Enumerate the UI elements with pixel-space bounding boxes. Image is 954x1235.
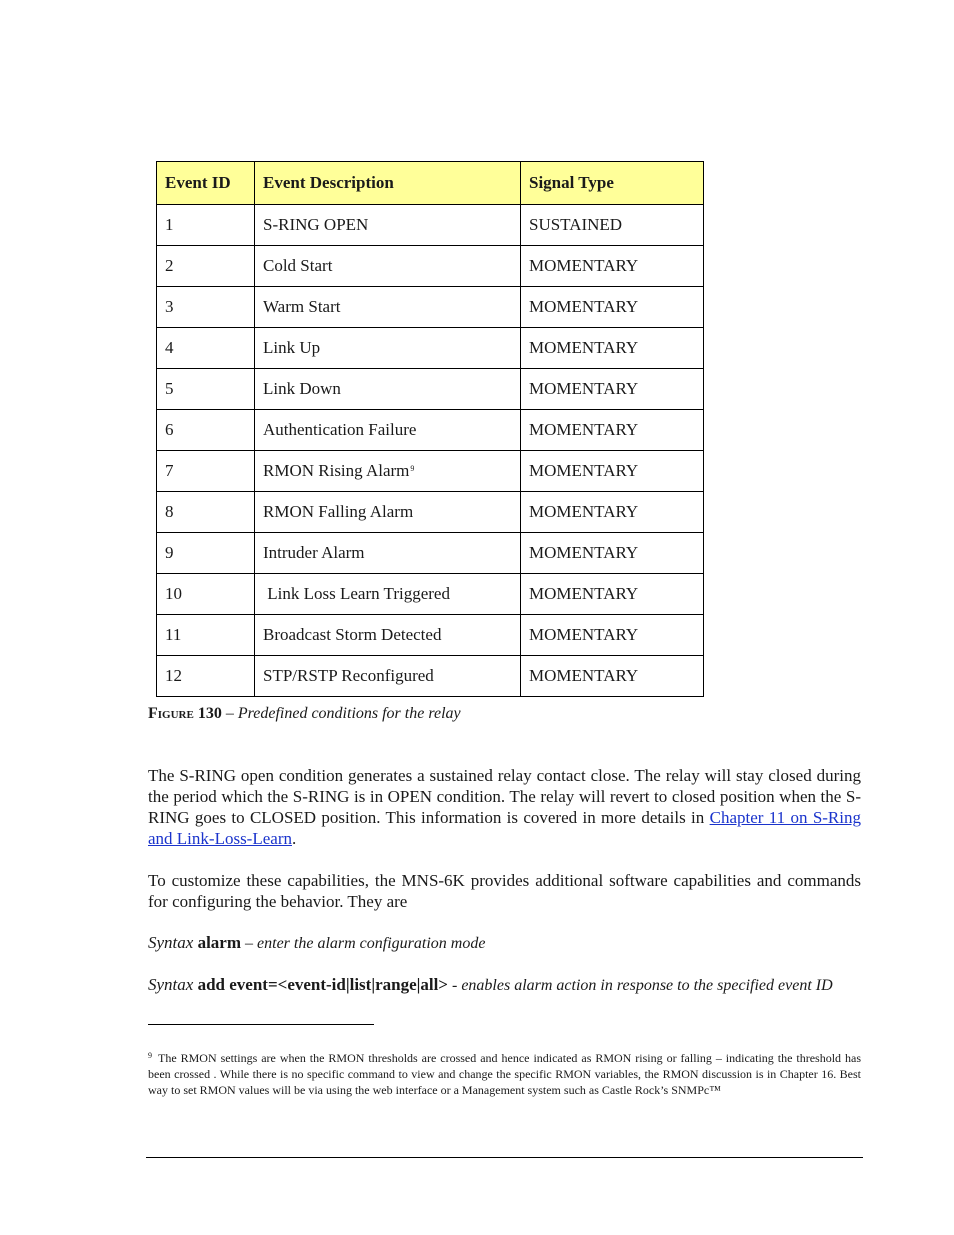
- cell-event-description: [255, 492, 521, 533]
- paragraph-sring-end: .: [291, 829, 297, 848]
- cell-signal-type: [521, 287, 704, 328]
- figure-caption: [148, 705, 461, 723]
- table-row: [157, 533, 704, 574]
- cell-event-description: [255, 287, 521, 328]
- footnote-text: The RMON settings are when the RMON thresholds are crossed and hence indicated as RMON rising or falling – indicating the threshold has been crossed . While there is no specific command to view and change the specific RMON variables, the RMON discussion is in Chapter 16. Best way to set RMON values will be via using the web interface or a Management system such as Castle Rock’s SNMPc™: [148, 1051, 861, 1097]
- cell-event-description: [255, 656, 521, 697]
- cell-event-description: [255, 533, 521, 574]
- cell-signal-type: [521, 246, 704, 287]
- cell-event-id: [157, 615, 255, 656]
- table-row: [157, 328, 704, 369]
- cell-signal-type: [521, 205, 704, 246]
- table-row: [157, 205, 704, 246]
- cell-event-description-text: STP/RSTP Reconfigured: [263, 666, 434, 685]
- cell-signal-type-text: MOMENTARY: [529, 338, 639, 357]
- cell-signal-type: [521, 410, 704, 451]
- syntax-description: - enables alarm action in response to the specified event ID: [448, 977, 833, 994]
- table-header-row: [157, 162, 704, 205]
- cell-event-id: [157, 533, 255, 574]
- syntax-keyword: Syntax: [148, 975, 194, 994]
- cell-event-description-text: Link Up: [263, 338, 321, 357]
- footnote-number: 9: [148, 1051, 152, 1060]
- cell-event-description: [255, 246, 521, 287]
- cell-signal-type-text: MOMENTARY: [529, 461, 639, 480]
- cell-event-id-text: 1: [165, 215, 174, 234]
- table-row: [157, 656, 704, 697]
- cell-event-description: [255, 410, 521, 451]
- cell-event-description-text: Cold Start: [263, 256, 333, 275]
- cell-signal-type-text: MOMENTARY: [529, 420, 639, 439]
- paragraph-customize: To customize these capabilities, the MNS-6K provides additional software capabilities and commands for configuring the behavior. They are: [148, 871, 861, 911]
- cell-event-id-text: 10: [165, 584, 182, 603]
- chapter-11-link[interactable]: Chapter 11 on S-Ring and Link-Loss-Learn: [148, 808, 861, 848]
- table-row: [157, 287, 704, 328]
- cell-signal-type-text: MOMENTARY: [529, 379, 639, 398]
- caption-dash: –: [221, 705, 238, 722]
- cell-event-description-text: Warm Start: [263, 297, 341, 316]
- cell-signal-type-text: MOMENTARY: [529, 256, 639, 275]
- table-row: [157, 369, 704, 410]
- cell-event-id-text: 4: [165, 338, 174, 357]
- cell-event-id: [157, 656, 255, 697]
- cell-event-id-text: 12: [165, 666, 182, 685]
- syntax-alarm: [148, 933, 868, 953]
- cell-event-id-text: 11: [165, 625, 182, 644]
- caption-text: Predefined conditions for the relay: [237, 705, 461, 722]
- cell-signal-type-text: MOMENTARY: [529, 584, 639, 603]
- cell-event-description: [255, 574, 521, 615]
- cell-event-description-text: Link Loss Learn Triggered: [263, 584, 450, 603]
- cell-event-description: [255, 615, 521, 656]
- cell-event-description-text: Link Down: [263, 379, 341, 398]
- cell-event-id: [157, 328, 255, 369]
- cell-signal-type: [521, 369, 704, 410]
- cell-event-description-text: RMON Rising Alarm: [263, 461, 410, 480]
- cell-event-id-text: 9: [165, 543, 174, 562]
- footnote-divider: [148, 1024, 374, 1025]
- table-row: [157, 451, 704, 492]
- cell-signal-type: [521, 451, 704, 492]
- cell-signal-type: [521, 574, 704, 615]
- cell-signal-type-text: MOMENTARY: [529, 543, 639, 562]
- cell-event-id-text: 3: [165, 297, 174, 316]
- cell-event-id-text: 6: [165, 420, 174, 439]
- cell-event-description-text: S-RING OPEN: [263, 215, 369, 234]
- table-row: [157, 492, 704, 533]
- cell-signal-type-text: MOMENTARY: [529, 666, 639, 685]
- paragraph-sring: [148, 765, 861, 849]
- syntax-description: – enter the alarm configuration mode: [241, 935, 486, 952]
- header-signal-type: Signal Type: [521, 162, 704, 205]
- footnote-reference: 9: [410, 464, 415, 473]
- cell-event-description-text: Broadcast Storm Detected: [263, 625, 442, 644]
- cell-event-description-text: Intruder Alarm: [263, 543, 365, 562]
- cell-signal-type-text: SUSTAINED: [529, 215, 623, 234]
- cell-event-id: [157, 574, 255, 615]
- cell-event-description: [255, 205, 521, 246]
- cell-signal-type-text: MOMENTARY: [529, 625, 639, 644]
- cell-event-description: [255, 328, 521, 369]
- paragraph-sring-text: The S-RING open condition generates a sustained relay contact close. The relay will stay closed during the period which the S-RING is in OPEN condition. The relay will revert to closed position when the S-RING goes to CLOSED position. This information is covered in more details in: [148, 766, 861, 827]
- cell-event-description-text: RMON Falling Alarm: [263, 502, 414, 521]
- cell-event-id: [157, 369, 255, 410]
- figure-label: Figure 130: [148, 705, 222, 722]
- page-footer-rule: [146, 1157, 863, 1158]
- cell-event-id: [157, 287, 255, 328]
- footnote: [148, 1048, 861, 1098]
- events-table: [156, 161, 704, 697]
- cell-event-id: [157, 410, 255, 451]
- cell-signal-type: [521, 492, 704, 533]
- cell-signal-type: [521, 656, 704, 697]
- syntax-add-event: [148, 975, 868, 995]
- cell-event-id-text: 7: [165, 461, 174, 480]
- cell-event-id: [157, 492, 255, 533]
- cell-event-id-text: 2: [165, 256, 174, 275]
- header-event-id: Event ID: [157, 162, 255, 205]
- cell-event-description: [255, 451, 521, 492]
- header-event-description: Event Description: [255, 162, 521, 205]
- syntax-keyword: Syntax: [148, 933, 194, 952]
- cell-signal-type-text: MOMENTARY: [529, 502, 639, 521]
- cell-event-id-text: 5: [165, 379, 174, 398]
- cell-event-id-text: 8: [165, 502, 174, 521]
- cell-event-id: [157, 205, 255, 246]
- cell-signal-type: [521, 615, 704, 656]
- cell-event-description-text: Authentication Failure: [263, 420, 417, 439]
- cell-signal-type: [521, 533, 704, 574]
- table-body: [157, 205, 704, 697]
- table-row: [157, 246, 704, 287]
- table-row: [157, 574, 704, 615]
- cell-event-id: [157, 451, 255, 492]
- cell-signal-type: [521, 328, 704, 369]
- syntax-command: alarm: [197, 933, 242, 952]
- table-row: [157, 615, 704, 656]
- cell-signal-type-text: MOMENTARY: [529, 297, 639, 316]
- table-row: [157, 410, 704, 451]
- cell-event-id: [157, 246, 255, 287]
- syntax-command: add event=<event-id|list|range|all>: [197, 975, 448, 994]
- cell-event-description: [255, 369, 521, 410]
